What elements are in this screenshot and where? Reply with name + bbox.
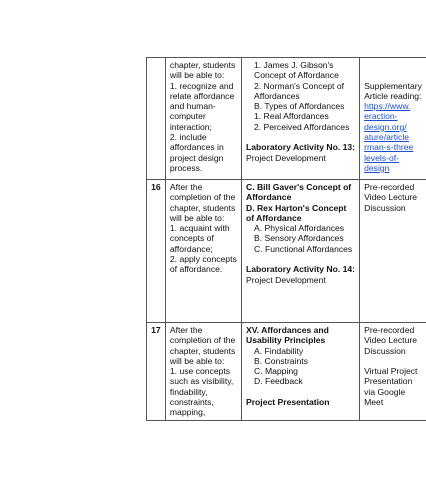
objective-line: concepts of xyxy=(169,233,214,244)
topics-cell xyxy=(241,180,359,323)
topic-line: C. Functional Affordances xyxy=(253,243,353,254)
topic-line: Concept of Affordance xyxy=(253,70,339,81)
activities-cell xyxy=(360,180,426,323)
topic-line: D. Rex Harton's Concept xyxy=(245,202,347,213)
topic-line: Laboratory Activity No. 13: xyxy=(245,142,356,153)
article-link[interactable]: design.org/ xyxy=(364,121,407,132)
week-cell: 16 xyxy=(147,180,166,323)
topic-line xyxy=(246,254,355,264)
activity-line xyxy=(364,60,422,70)
topic-line: C. Bill Gaver's Concept of xyxy=(245,182,352,192)
week-cell: 17 xyxy=(147,323,166,421)
topic-line: B. Types of Affordances xyxy=(253,101,345,112)
objective-line: findability, xyxy=(169,386,208,397)
objective-line: project design xyxy=(169,152,224,163)
objective-line: such as visibility, xyxy=(169,376,234,387)
topic-line: A. Physical Affordances xyxy=(253,223,345,234)
objectives-cell xyxy=(165,180,241,323)
topic-line: C. Mapping xyxy=(253,366,298,377)
activities-cell xyxy=(360,323,426,421)
activity-line: Video Lecture xyxy=(364,335,417,346)
topic-line: Usability Principles xyxy=(245,335,326,346)
article-link[interactable]: design xyxy=(364,162,390,173)
objective-line: 2. include xyxy=(169,132,207,143)
activity-line: Virtual Project xyxy=(364,366,418,377)
objective-line: will be able to: xyxy=(169,212,225,223)
objective-line: affordances in xyxy=(169,142,224,153)
topic-line: Affordances xyxy=(253,90,300,101)
activity-line: Discussion xyxy=(364,345,406,356)
topic-line xyxy=(246,132,355,142)
week-cell xyxy=(147,58,166,180)
objective-line: chapter, students xyxy=(169,60,236,70)
article-link[interactable]: eraction- xyxy=(364,111,398,122)
topics-cell xyxy=(241,323,359,421)
table-row xyxy=(147,180,426,323)
topic-line: 2. Perceived Affordances xyxy=(253,121,350,132)
table-row xyxy=(147,323,426,421)
objective-line: will be able to: xyxy=(169,355,225,366)
article-link[interactable]: rman-s-three xyxy=(364,142,414,153)
activity-line: via Google xyxy=(364,386,406,397)
activity-line: Video Lecture xyxy=(364,192,417,203)
objective-line: chapter, students xyxy=(169,345,236,356)
objective-line: completion of the xyxy=(169,192,236,203)
objective-line: 2. apply concepts xyxy=(169,254,237,265)
activities-cell xyxy=(360,58,426,180)
objective-line: mapping, xyxy=(169,407,206,418)
topic-line: 2. Norman's Concept of xyxy=(253,80,344,91)
topic-line: D. Feedback xyxy=(253,376,303,387)
article-link[interactable]: https://www. xyxy=(364,101,411,112)
objective-line: After the xyxy=(169,182,203,192)
activity-line xyxy=(364,356,422,366)
topic-line: Affordance xyxy=(245,192,292,203)
activity-line: Pre-recorded xyxy=(364,325,415,335)
objective-line: interaction; xyxy=(169,121,212,132)
topic-line: XV. Affordances and xyxy=(245,325,329,335)
article-link[interactable]: ature/article xyxy=(364,132,410,143)
topic-line: B. Constraints xyxy=(253,355,308,366)
topic-line: Project Presentation xyxy=(245,397,330,408)
topics-cell xyxy=(241,58,359,180)
syllabus-table xyxy=(146,57,426,421)
objectives-cell xyxy=(165,323,241,421)
objective-line: completion of the xyxy=(169,335,236,346)
table-row xyxy=(147,58,426,180)
topic-line: of Affordance xyxy=(245,212,302,223)
topic-line: A. Findability xyxy=(253,345,304,356)
activity-line: Presentation xyxy=(364,376,413,387)
objective-line: computer xyxy=(169,111,206,122)
topic-line: B. Sensory Affordances xyxy=(253,233,344,244)
objective-line: After the xyxy=(169,325,203,335)
activity-line: Pre-recorded xyxy=(364,182,415,192)
objective-line: process. xyxy=(169,162,203,173)
objective-line: 1. acquaint with xyxy=(169,223,230,234)
objective-line: 1. use concepts xyxy=(169,366,231,377)
objectives-cell xyxy=(165,58,241,180)
objective-line: relate affordance xyxy=(169,90,235,101)
activity-line: Supplementary xyxy=(364,80,422,91)
topic-line: 1. James J. Gibson's xyxy=(253,60,334,70)
objective-line: of affordance. xyxy=(169,264,223,275)
topic-line: 1. Real Affordances xyxy=(253,111,329,122)
objective-line: chapter, students xyxy=(169,202,236,213)
topic-line: Laboratory Activity No. 14: xyxy=(245,264,356,275)
objective-line: 1. recognize and xyxy=(169,80,234,91)
topic-line xyxy=(246,387,355,397)
objective-line: affordance; xyxy=(169,243,213,254)
activity-line: Discussion xyxy=(364,202,406,213)
topic-line: Project Development xyxy=(245,274,326,285)
objective-line: will be able to: xyxy=(169,70,225,81)
objective-line: constraints, xyxy=(169,397,214,408)
topic-line: Project Development xyxy=(245,152,326,163)
activity-line xyxy=(364,70,422,80)
activity-line: Meet xyxy=(364,397,384,408)
article-link[interactable]: levels-of- xyxy=(364,152,399,163)
activity-line: Article reading: xyxy=(364,90,422,101)
objective-line: and human- xyxy=(169,101,216,112)
